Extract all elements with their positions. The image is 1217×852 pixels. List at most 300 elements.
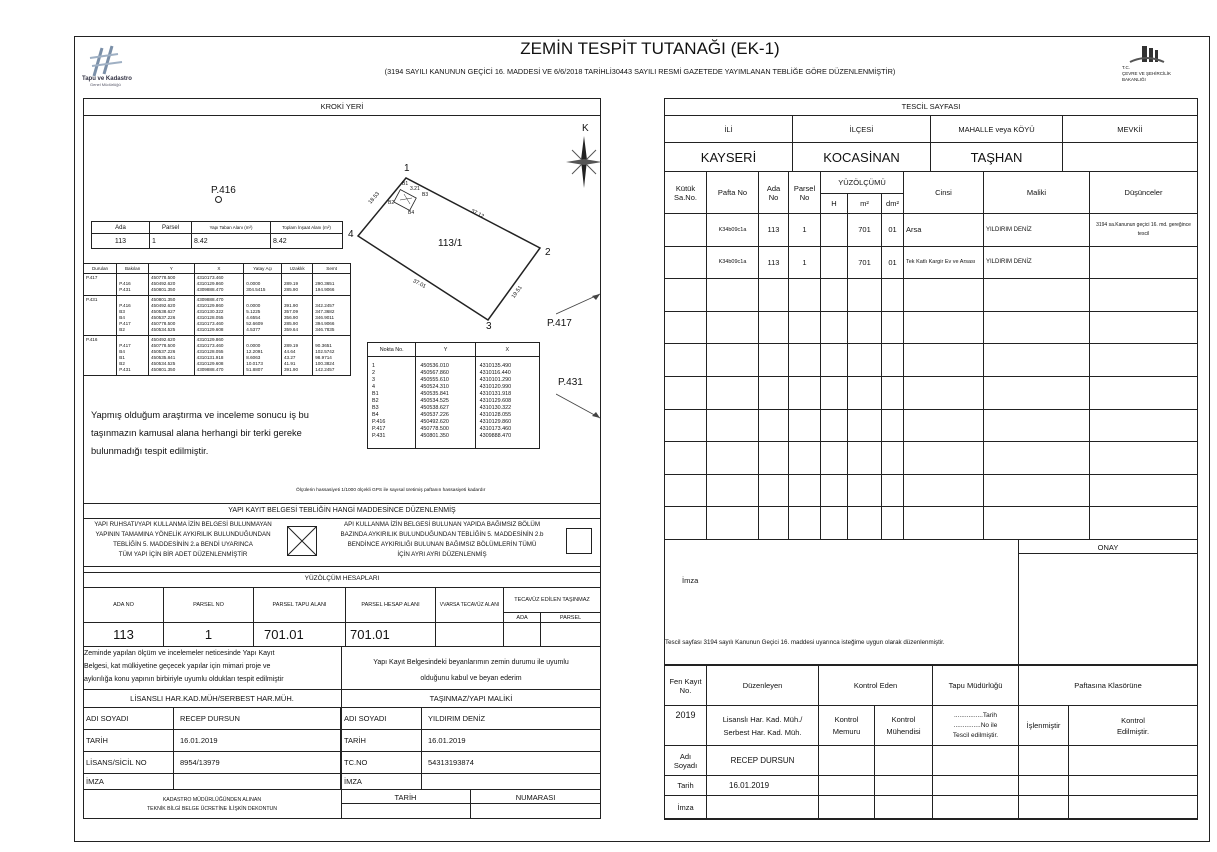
yapi-kayit-left-line-2: YAPININ TAMAMINA YÖNELİK AYKIRILIK BULUNDUĞUNDAN: [95, 531, 271, 538]
coord-value: P.431: [372, 433, 386, 439]
owner-signature-label: İMZA: [342, 774, 422, 790]
tescil-m2-cell: [848, 474, 882, 507]
tecavuz-alani-value: [436, 623, 504, 647]
tescil-pafta-cell: [707, 442, 759, 475]
p416-label: P.416: [211, 185, 236, 196]
tescil-h-cell: [821, 442, 848, 475]
x-mark-icon: [288, 527, 316, 555]
p417-label: P.417: [547, 318, 572, 329]
tescil-cinsi-cell: [904, 507, 984, 540]
inner-point-b1: B1: [402, 181, 409, 187]
tescil-cinsi-cell: [904, 442, 984, 475]
meas-angle-value: 0.0000: [246, 343, 261, 348]
tescil-m2-cell: [848, 311, 882, 344]
tescil-dm2-cell: [882, 474, 904, 507]
coord-value: B4: [372, 412, 379, 418]
surveyor-title: LİSANSLI HAR.KAD.MÜH/SERBEST HAR.MÜH.: [130, 694, 294, 703]
imza-tapu: [933, 796, 1019, 820]
coord-value: 450567.860: [420, 370, 449, 376]
tescil-dm2-cell: [882, 344, 904, 377]
meas-angle-cell: [244, 296, 282, 336]
surveyor-statement-line-2: Belgesi, kat mülkiyetine geçecek yapılar için mimari proje ve: [84, 663, 271, 670]
mevki-value: [1063, 143, 1198, 172]
tescil-h-cell: [821, 474, 848, 507]
meas-targets-value: P.416: [119, 303, 131, 308]
kroki-statement-line-2: taşınmazın kamusal alana herhangi bir terki gereke: [91, 428, 302, 438]
coord-header-0: Nokta No.: [368, 343, 416, 357]
meas-semt-value: 90.3651: [315, 343, 332, 348]
meas-dist-value: 289.19: [283, 343, 299, 348]
tescil-pafta-cell: [707, 376, 759, 409]
meas-x-value: 4310131.918: [196, 355, 224, 360]
coord-value: 3: [372, 377, 375, 383]
tescil-row: [665, 474, 1198, 507]
tescil-cinsi-cell: [904, 279, 984, 312]
tescil-dusunce-cell: 3194 sa.Kanunun geçici 16. md. gereğince tescil: [1090, 214, 1198, 247]
duzenleyen-header: Düzenleyen: [707, 666, 819, 706]
coord-value: 4310129.860: [479, 419, 512, 425]
tescil-m2-cell: [848, 279, 882, 312]
tescil-pafta-cell: [707, 507, 759, 540]
meas-targets-value: B4: [119, 349, 125, 354]
yapi-kayit-left-line-1: YAPI RUHSATI/YAPI KULLANMA İZİN BELGESİ BULUNMAYAN: [94, 521, 272, 528]
tescil-dm2-cell: [882, 442, 904, 475]
ministry-logo-line-3: BAKANLIĞI: [1122, 77, 1146, 82]
meas-semt-cell: [313, 336, 351, 376]
ministry-logo-line-2: ÇEVRE VE ŞEHİRCİLİK: [1122, 71, 1172, 76]
coord-value: 450801.350: [420, 433, 449, 439]
meas-angle-value: 10.0173: [246, 361, 263, 366]
tescil-row: [665, 279, 1198, 312]
tescil-maliki-cell: [984, 311, 1090, 344]
tescil-m2-cell: [848, 442, 882, 475]
location-table: [664, 115, 1198, 172]
coord-value: 4310129.608: [479, 398, 512, 404]
meas-y-cell: [148, 296, 194, 336]
coord-value: 450536.010: [420, 363, 449, 369]
meas-angle-value: 52.6609: [246, 321, 263, 326]
tescil-kutuk-cell: [665, 344, 707, 377]
meas-header-5: Uzaklık: [281, 264, 312, 274]
tescil-dusunce-cell: [1090, 376, 1198, 409]
tescil-title: TESCİL SAYFASI: [901, 102, 961, 111]
insaat-alani-value: 8.42: [271, 234, 343, 249]
kontrol-memuru-line-1: Kontrol: [834, 715, 859, 724]
meas-station: P.417: [86, 275, 98, 280]
tescil-ada-cell: [759, 376, 789, 409]
owner-tcno-label: TC.NO: [342, 752, 422, 774]
tarih-tapu: [933, 776, 1019, 796]
meas-targets-value: B3: [119, 309, 125, 314]
north-label: K: [582, 123, 589, 134]
m2-header: m²: [848, 194, 882, 214]
tescil-row: [665, 246, 1198, 279]
meas-targets-cell: [117, 274, 149, 296]
meas-angle-value: 0.0000: [246, 303, 261, 308]
meas-semt-value: 346.7835: [315, 327, 335, 332]
hesap-alani-value: 701.01: [346, 623, 436, 647]
coord-value: B1: [372, 391, 379, 397]
tescil-dusunce-cell: [1090, 507, 1198, 540]
dekont-number-label: NUMARASI: [515, 793, 556, 802]
tecavuz-edilen-header: TECAVÜZ EDİLEN TAŞINMAZ: [504, 588, 601, 613]
meas-y-value: 450534.525: [150, 361, 176, 366]
tescil-note: Tescil sayfası 3194 sayılı Kanunun Geçici 16. maddesi uyarınca isteğime uygun olarak düzenlenmiştir.: [665, 639, 945, 646]
meas-group-row: [84, 296, 351, 336]
owner-signature-field: [422, 774, 601, 790]
tescil-kutuk-cell: [665, 246, 707, 279]
tescil-kutuk-cell: [665, 279, 707, 312]
tescil-cinsi-cell: [904, 376, 984, 409]
tescil-h-cell: [821, 214, 848, 247]
meas-dist-value: 357.09: [283, 309, 299, 314]
tescil-dm2-cell: [882, 279, 904, 312]
tescil-pafta-cell: K34b09c1a: [707, 214, 759, 247]
meas-semt-value: 98.9714: [315, 355, 332, 360]
adi-soyadi-label: [665, 746, 707, 776]
tescil-kutuk-cell: [665, 214, 707, 247]
tescil-parsel-cell: [789, 311, 821, 344]
tapu-mudurlugu-value: [933, 706, 1019, 746]
coord-value: 450492.620: [420, 419, 449, 425]
tescil-parsel-cell: 1: [789, 246, 821, 279]
dim-left-edge: 18.53: [367, 191, 382, 206]
tescil-kutuk-cell: [665, 376, 707, 409]
tescil-maliki-cell: [984, 344, 1090, 377]
tescil-cinsi-cell: [904, 344, 984, 377]
yapi-kayit-title: YAPI KAYIT BELGESİ TEBLİĞİN HANGİ MADDESİNCE DÜZENLENMİŞ: [228, 507, 456, 514]
yapi-kayit-right-line-3: BENDİNCE AYKIRILIĞI BULUNAN BAĞIMSIZ BÖLÜMLERİN TÜMÜ: [347, 541, 537, 548]
inner-point-b3: B3: [422, 192, 429, 198]
meas-targets-value: B1: [119, 355, 125, 360]
coord-col-0: [368, 357, 416, 449]
coord-value: B2: [372, 398, 379, 404]
ada-no-value: 113: [84, 623, 164, 647]
tkgm-logo-icon: [84, 44, 144, 78]
pafta-header: Pafta No: [707, 172, 759, 214]
tescil-kutuk-cell: [665, 507, 707, 540]
h-header: H: [821, 194, 848, 214]
tescil-dusunce-cell: [1090, 311, 1198, 344]
tescil-m2-cell: [848, 409, 882, 442]
p417-arrow-icon: [556, 290, 602, 316]
ada-value: 113: [92, 234, 150, 249]
meas-x-value: 4309888.470: [196, 297, 224, 302]
tescil-pafta-cell: [707, 344, 759, 377]
tescil-cinsi-cell: [904, 409, 984, 442]
meas-x-value: 4310129.860: [196, 281, 224, 286]
meas-angle-cell: [244, 336, 282, 376]
p416-marker: [215, 196, 222, 203]
duzenleyen-value: [707, 706, 819, 746]
kontrol-edilmistir-line-1: Kontrol: [1121, 715, 1145, 725]
tescil-ada-cell: [759, 474, 789, 507]
meas-y-cell: [148, 274, 194, 296]
tescil-tarih-label: Tarih: [665, 776, 707, 796]
meas-y-value: 450537.226: [150, 349, 176, 354]
surveyor-table: [83, 707, 341, 790]
corner-2: 2: [545, 247, 551, 258]
meas-x-value: 4310129.608: [196, 361, 224, 366]
measurement-table: [83, 263, 351, 376]
owner-date-label: TARİH: [342, 730, 422, 752]
parsel-no-value: 1: [164, 623, 254, 647]
coord-value: B3: [372, 405, 379, 411]
tarih-islenmis: [1019, 776, 1069, 796]
parsel-header: Parsel: [150, 222, 192, 234]
yapi-kayit-right-line-1: API KULLANMA İZİN BELGESİ BULUNAN YAPIDA BAĞIMSIZ BÖLÜM: [343, 521, 541, 528]
cinsi-header: Cinsi: [904, 172, 984, 214]
tescil-maliki-cell: [984, 507, 1090, 540]
duzenleyen-line-1: Lisanslı Har. Kad. Müh./: [722, 714, 803, 724]
owner-name-label: ADI SOYADI: [342, 708, 422, 730]
meas-semt-value: 194.9066: [315, 287, 335, 292]
coord-value: 4310130.322: [479, 405, 512, 411]
p431-label: P.431: [558, 377, 583, 388]
adi-soyadi-muhendis: [875, 746, 933, 776]
north-arrow-icon: [566, 136, 602, 188]
meas-y-value: 450801.350: [150, 367, 176, 372]
kroki-statement-line-1: Yapmış olduğum araştırma ve inceleme sonucu iş bu: [91, 410, 309, 420]
tescil-imza-label: İmza: [682, 576, 699, 585]
adi-soyadi-tapu: [933, 746, 1019, 776]
meas-angle-value: 8.6063: [246, 355, 261, 360]
insaat-alani-header: Toplam İnşaat Alanı (m²): [271, 222, 343, 234]
surveyor-license-value: 8954/13979: [174, 752, 341, 774]
surveyor-signature-label: İMZA: [84, 774, 174, 790]
pafta-klasor-header: Paftasına Klasörüne: [1019, 666, 1198, 706]
meas-targets-value: B4: [119, 315, 125, 320]
maliki-header: Maliki: [984, 172, 1090, 214]
meas-x-cell: [194, 336, 244, 376]
taban-alani-value: 8.42: [192, 234, 271, 249]
tescil-m2-cell: 701: [848, 246, 882, 279]
page-title: ZEMİN TESPİT TUTANAĞI (EK-1): [520, 39, 780, 58]
mahalle-header: MAHALLE veya KÖYÜ: [931, 116, 1063, 143]
meas-header-2: Y: [148, 264, 194, 274]
surveyor-signature-field: [174, 774, 341, 790]
meas-dist-cell: [281, 336, 312, 376]
tescil-row: [665, 344, 1198, 377]
tarih-memur: [819, 776, 875, 796]
tescil-ada-cell: [759, 442, 789, 475]
owner-table: [341, 707, 601, 790]
meas-y-value: 450801.350: [150, 297, 176, 302]
tescil-parsel-cell: [789, 344, 821, 377]
adi-soyadi-islenmis: [1019, 746, 1069, 776]
tescil-row: [665, 507, 1198, 540]
dim-bottom-edge: 37.01: [411, 278, 427, 290]
meas-dist-value: 44.64: [283, 349, 296, 354]
meas-semt-value: 347.3682: [315, 309, 335, 314]
coord-value: 4310120.990: [479, 384, 512, 390]
meas-x-value: 4310129.608: [196, 327, 224, 332]
tescil-ada-cell: [759, 279, 789, 312]
meas-header-3: X: [194, 264, 244, 274]
surveyor-statement-line-3: aykırılığa konu yapının birbiriyle uyumlu oldukları tespit edilmiştir: [84, 676, 284, 683]
option-a-checkbox-checked[interactable]: [287, 526, 317, 556]
coord-value: 450524.310: [420, 384, 449, 390]
yapi-kayit-right-line-4: İÇİN AYRI AYRI DÜZENLENMİŞ: [397, 551, 487, 558]
coord-value: 450538.627: [420, 405, 449, 411]
tkgm-logo: [82, 44, 144, 87]
tescil-ada-cell: [759, 507, 789, 540]
tescil-maliki-cell: [984, 474, 1090, 507]
meas-header-0: Duruları: [84, 264, 117, 274]
meas-y-value: 450537.226: [150, 315, 176, 320]
surveyor-date-value: 16.01.2019: [174, 730, 341, 752]
tescil-row: [665, 442, 1198, 475]
islenmistir-value: İşlenmiştir: [1019, 706, 1069, 746]
tescil-dusunce-cell: [1090, 409, 1198, 442]
meas-dist-value: 289.19: [283, 281, 299, 286]
tescil-dusunce-cell: [1090, 344, 1198, 377]
tescil-maliki-cell: [984, 376, 1090, 409]
adi-soyadi-memur: [819, 746, 875, 776]
tescil-m2-cell: [848, 344, 882, 377]
tescil-kutuk-cell: [665, 409, 707, 442]
parsel-no-header: PARSEL NO: [164, 588, 254, 623]
meas-station-cell: [84, 296, 117, 336]
tecavuz-ada-header: ADA: [504, 613, 541, 623]
fen-kayit-header: Fen Kayıt No.: [665, 666, 707, 706]
meas-targets-value: P.431: [119, 287, 131, 292]
owner-title: TAŞINMAZ/YAPI MALİKİ: [429, 694, 513, 703]
option-b-checkbox[interactable]: [566, 528, 592, 554]
coord-value: 450778.500: [420, 426, 449, 432]
tescil-row: [665, 311, 1198, 344]
coord-col-1: [416, 357, 475, 449]
coord-header-2: X: [475, 343, 539, 357]
meas-angle-value: 304.5415: [246, 287, 266, 292]
meas-x-cell: [194, 296, 244, 336]
yapi-kayit-left-line-4: TÜM YAPI İÇİN BİR ADET DÜZENLENMİŞTİR: [118, 551, 248, 558]
meas-x-value: 4310173.460: [196, 343, 224, 348]
ada-no-tescil-header: Ada No: [759, 172, 789, 214]
tescil-dm2-cell: 01: [882, 214, 904, 247]
coord-value: 450537.226: [420, 412, 449, 418]
tarih-muhendis: [875, 776, 933, 796]
tescil-h-cell: [821, 376, 848, 409]
kontrol-muhendisi-line-1: Kontrol: [891, 715, 916, 724]
owner-date-value: 16.01.2019: [422, 730, 601, 752]
meas-targets-value: P.431: [119, 367, 131, 372]
meas-x-value: 4310173.460: [196, 321, 224, 326]
meas-y-value: 450778.500: [150, 275, 176, 280]
tescil-ada-cell: [759, 409, 789, 442]
meas-dist-value: 356.90: [283, 315, 299, 320]
dusunceler-header: Düşünceler: [1090, 172, 1198, 214]
surveyor-date-label: TARİH: [84, 730, 174, 752]
surveyor-name-label: ADI SOYADI: [84, 708, 174, 730]
meas-y-value: 450778.500: [150, 343, 176, 348]
owner-name-value: YILDIRIM DENİZ: [422, 708, 601, 730]
tescil-kutuk-cell: [665, 474, 707, 507]
tapu-line-2: ...............No ile: [953, 722, 998, 729]
corner-4: 4: [348, 229, 354, 240]
meas-station: P.416: [86, 337, 98, 342]
coord-value: 4310116.440: [479, 370, 511, 376]
hesap-alani-header: PARSEL HESAP ALANI: [346, 588, 436, 623]
tescil-pafta-cell: [707, 409, 759, 442]
yuzolcum-table: [83, 587, 601, 647]
tescil-maliki-cell: [984, 409, 1090, 442]
kroki-statement-line-3: bulunmadığı tespit edilmiştir.: [91, 446, 209, 456]
meas-semt-value: 342.2457: [315, 303, 335, 308]
yuzolcumu-header: YÜZÖLÇÜMÜ: [821, 172, 904, 194]
meas-header-4: Yatay Açı: [244, 264, 282, 274]
inner-point-b4: B4: [408, 210, 415, 216]
meas-targets-value: P.416: [119, 281, 131, 286]
meas-y-value: 450492.620: [150, 303, 176, 308]
corner-1: 1: [404, 163, 410, 174]
tescil-cinsi-cell: [904, 474, 984, 507]
coordinate-table: [367, 342, 540, 449]
inner-point-b2: B2: [388, 200, 395, 206]
kontrol-edilmistir-value: [1069, 706, 1198, 746]
meas-semt-cell: [313, 274, 351, 296]
meas-dist-cell: [281, 274, 312, 296]
ministry-logo-icon: [1128, 44, 1168, 66]
tescil-dm2-cell: [882, 376, 904, 409]
tescil-cinsi-cell: Tek Katlı Kargir Ev ve Arsası: [904, 246, 984, 279]
meas-dist-value: 43.27: [283, 355, 296, 360]
adi-soyadi-kontrol: [1069, 746, 1198, 776]
coord-value: 450534.525: [420, 398, 449, 404]
kontrol-muhendisi-line-2: Mühendisi: [886, 727, 921, 736]
meas-semt-value: 100.3824: [315, 361, 335, 366]
taban-alani-header: Yapı Taban Alanı (m²): [192, 222, 271, 234]
meas-x-value: 4310129.860: [196, 337, 224, 342]
tescil-dm2-cell: [882, 409, 904, 442]
tescil-dm2-cell: [882, 311, 904, 344]
dim-building: 3.21: [410, 186, 420, 192]
imza-islenmis: [1019, 796, 1069, 820]
meas-y-value: 450778.500: [150, 321, 176, 326]
kontrol-edilmistir-line-2: Edilmiştir.: [1116, 726, 1150, 736]
yuzolcum-title: YÜZÖLÇÜM HESAPLARI: [304, 575, 380, 582]
tescil-pafta-cell: K34b09c1a: [707, 246, 759, 279]
parsel-no-tescil-header: Parsel No: [789, 172, 821, 214]
year-value: 2019: [665, 706, 707, 746]
meas-angle-value: 0.0000: [246, 281, 261, 286]
tescil-table: [664, 171, 1198, 540]
soyadi-label: Soyadı: [673, 760, 698, 770]
coord-data-row: [368, 357, 540, 449]
tescil-m2-cell: 701: [848, 214, 882, 247]
imza-duzenleyen: [707, 796, 819, 820]
adi-soyadi-value: RECEP DURSUN: [707, 746, 819, 776]
tescil-maliki-cell: [984, 279, 1090, 312]
coord-value: 1: [372, 363, 375, 369]
tescil-parsel-cell: [789, 376, 821, 409]
meas-dist-cell: [281, 296, 312, 336]
tescil-parsel-cell: [789, 507, 821, 540]
tecavuz-ada-value: [504, 623, 541, 647]
ada-parsel-table: [91, 221, 343, 249]
meas-dist-value: 359.64: [283, 327, 299, 332]
tescil-pafta-cell: [707, 279, 759, 312]
precision-note: Ölçülerin hassasiyeti 1/1000 ölçekli GPS ile sayısal üretimiş paftanın hassasiyeti kadardır: [296, 488, 486, 493]
meas-angle-value: 4.6554: [246, 315, 261, 320]
ilce-value: KOCASİNAN: [793, 143, 931, 172]
parsel-value: 1: [150, 234, 192, 249]
dekont-line-1: KADASTRO MÜDÜRLÜĞÜNDEN ALINAN: [162, 797, 262, 803]
coord-header-1: Y: [416, 343, 475, 357]
tescil-cinsi-cell: [904, 311, 984, 344]
owner-statement-line-1: Yapı Kayıt Belgesindeki beyanlarımın zemin durumu ile uyumlu: [373, 659, 569, 666]
meas-dist-value: 41.91: [283, 361, 296, 366]
